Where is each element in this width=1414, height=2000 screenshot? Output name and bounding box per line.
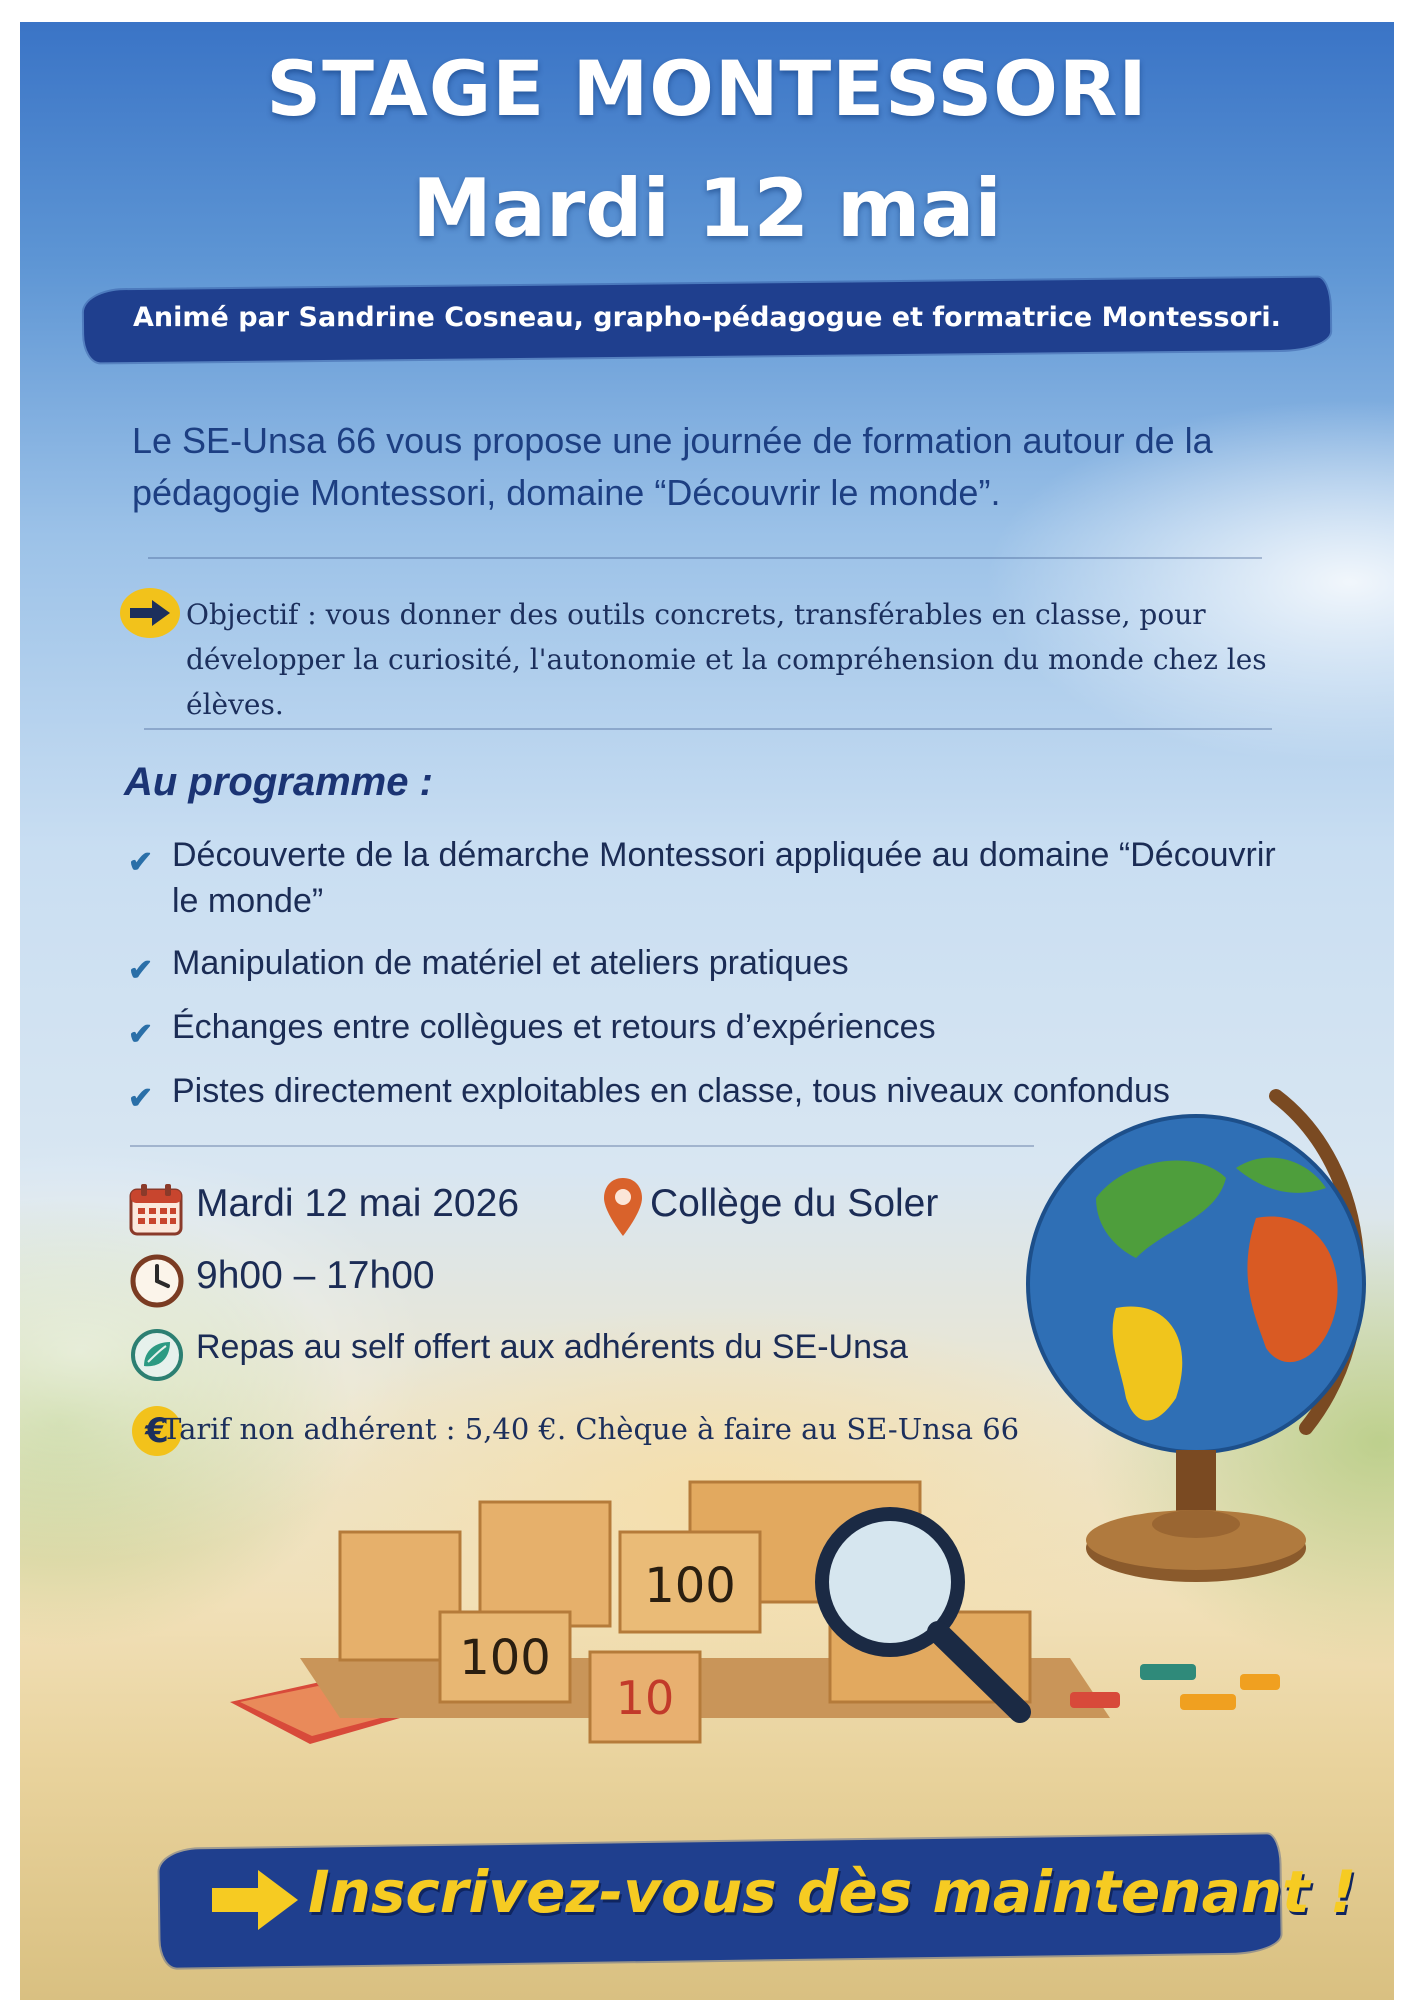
divider — [130, 1145, 1034, 1147]
location-pin-icon — [602, 1176, 644, 1245]
block-label: 10 — [615, 1671, 675, 1725]
programme-item-text: Découverte de la démarche Montessori appliquée au domaine “Découvrir le monde” — [172, 836, 1276, 920]
intro-text: Le SE-Unsa 66 vous propose une journée de formation autour de la pédagogie Montessori, domaine “Découvrir le monde”. — [132, 420, 1213, 513]
animator-text: Animé par Sandrine Cosneau, grapho-pédagogue et formatrice Montessori. — [133, 302, 1281, 333]
arrow-right-icon — [120, 588, 180, 638]
divider — [144, 728, 1272, 730]
meal-info: Repas au self offert aux adhérents du SE-Unsa — [196, 1328, 908, 1366]
event-time: 9h00 – 17h00 — [196, 1254, 435, 1297]
leaf-icon — [130, 1328, 184, 1387]
calendar-icon — [128, 1182, 184, 1236]
objective-text: Objectif : vous donner des outils concrets, transférables en classe, pour développer la curiosité, l'autonomie et la compréhension du monde chez les élèves. — [186, 598, 1267, 721]
divider — [148, 557, 1262, 559]
check-icon: ✔ — [128, 1082, 154, 1115]
programme-item-text: Pistes directement exploitables en classe, tous niveaux confondus — [172, 1072, 1170, 1110]
block-label: 100 — [644, 1558, 736, 1614]
event-date: Mardi 12 mai 2026 — [196, 1182, 520, 1225]
check-icon: ✔ — [128, 954, 154, 987]
check-icon: ✔ — [128, 846, 154, 879]
block-label: 100 — [459, 1630, 551, 1686]
title-line-2: Mardi 12 mai — [412, 162, 1002, 255]
clock-icon — [130, 1254, 184, 1313]
poster — [20, 22, 1394, 2000]
price-info: Tarif non adhérent : 5,40 €. Chèque à faire au SE-Unsa 66 — [162, 1412, 1020, 1446]
montessori-blocks-illustration — [190, 1462, 1390, 1767]
title-line-1: STAGE MONTESSORI — [266, 44, 1148, 133]
event-place: Collège du Soler — [650, 1182, 939, 1225]
cta-text: Inscrivez-vous dès maintenant ! — [308, 1858, 1357, 1926]
programme-title: Au programme : — [124, 760, 433, 804]
check-icon: ✔ — [128, 1018, 154, 1051]
programme-item-text: Échanges entre collègues et retours d’expériences — [172, 1008, 936, 1046]
euro-icon: € — [132, 1406, 182, 1456]
programme-item-text: Manipulation de matériel et ateliers pratiques — [172, 944, 849, 982]
arrow-right-icon — [210, 1868, 300, 1937]
